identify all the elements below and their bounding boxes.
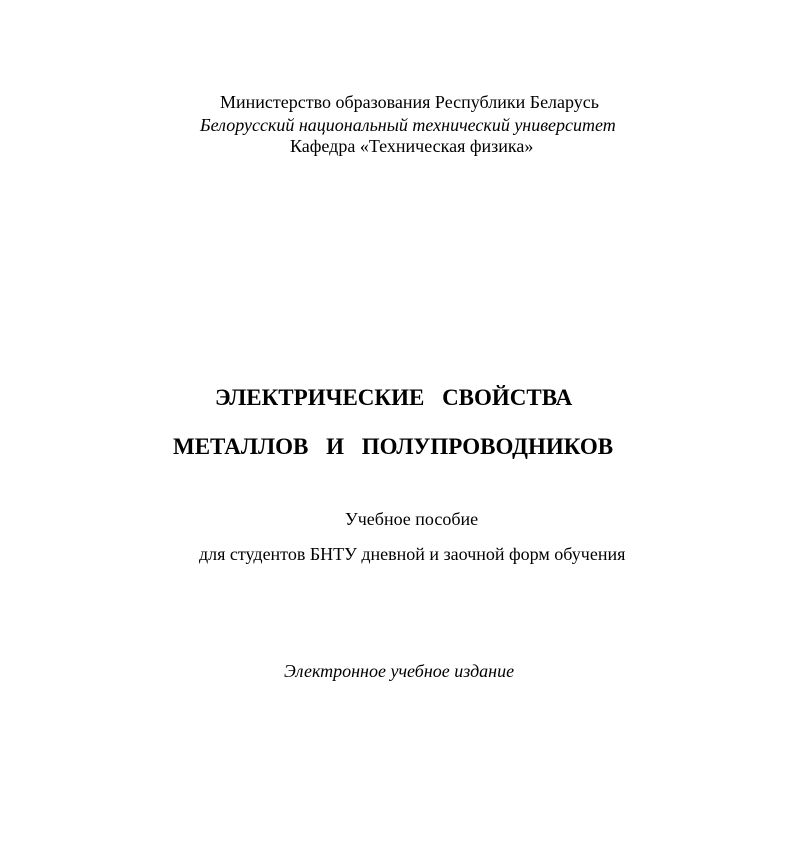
department-name: Кафедра «Техническая физика» bbox=[290, 136, 534, 156]
university-name: Белорусский национальный технический университет bbox=[200, 115, 616, 135]
target-audience: для студентов БНТУ дневной и заочной форм обучения bbox=[199, 544, 626, 564]
title-line-1: ЭЛЕКТРИЧЕСКИЕ СВОЙСТВА bbox=[215, 385, 573, 410]
edition-type: Электронное учебное издание bbox=[284, 661, 515, 681]
title-line-2: МЕТАЛЛОВ И ПОЛУПРОВОДНИКОВ bbox=[173, 434, 614, 459]
publication-type: Учебное пособие bbox=[345, 509, 479, 529]
ministry-name: Министерство образования Республики Беларусь bbox=[220, 92, 599, 112]
